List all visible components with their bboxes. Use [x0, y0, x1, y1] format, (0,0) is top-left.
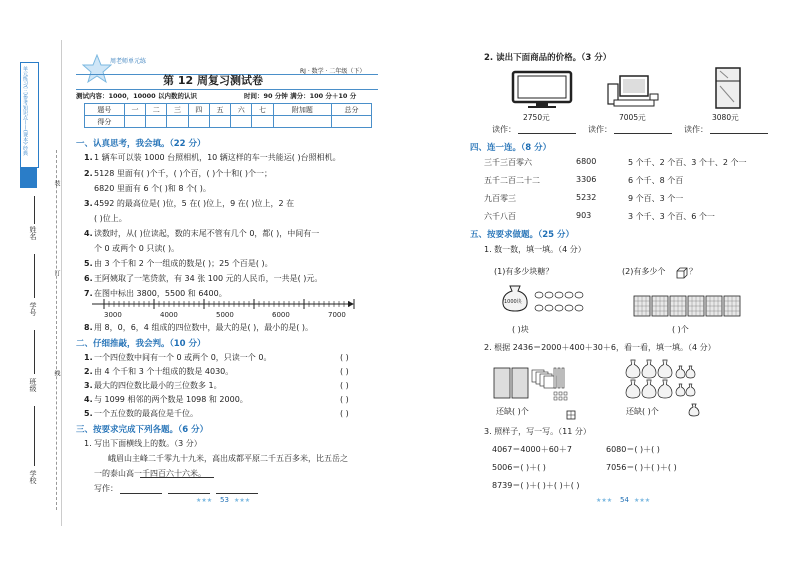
q2-1-text: 一个四位数中间有一个 0 或两个 0，只读一个 0。	[94, 353, 272, 362]
candy-piece	[535, 292, 543, 298]
answer-candy[interactable]: ( )块	[512, 325, 529, 334]
side-note-1: 装	[53, 180, 60, 186]
cube-icon	[676, 264, 688, 276]
score-header: 五	[209, 104, 230, 116]
refrigerator-icon	[714, 66, 742, 110]
q2-5-num: 5.	[84, 409, 93, 418]
match-right[interactable]: 6 个千、8 个百	[628, 176, 684, 185]
number-line-label: 3000	[104, 311, 122, 319]
page-title: 第 12 周复习测试卷	[163, 74, 263, 87]
number-line-label: 7000	[328, 311, 346, 319]
score-header: 附加题	[273, 104, 331, 116]
candy-piece	[535, 305, 543, 311]
class-line	[34, 330, 35, 374]
write-answer-1[interactable]	[120, 493, 162, 494]
score-row	[85, 116, 372, 128]
judge-answer[interactable]: ( )	[340, 381, 349, 390]
score-header: 一	[124, 104, 145, 116]
cube-blocks-icon	[632, 294, 744, 318]
candy-piece	[555, 305, 563, 311]
thousand-cube	[512, 368, 528, 398]
passage-underline	[140, 477, 214, 478]
bag-label: 1000块	[504, 299, 522, 305]
q3-passage-1: 峨眉山主峰二千零九十九米，高出成都平原二千五百多米，比五岳之	[108, 454, 348, 463]
q1-1-text: 1 辆车可以装 1000 台照相机，10 辆这样的车一共能运( )台照相机。	[94, 153, 341, 162]
q2-2-num: 2.	[84, 367, 93, 376]
small-square-icon	[566, 405, 576, 415]
fridge-price: 3080元	[712, 113, 739, 122]
test-content: 测试内容：1000，10000 以内数的认识	[76, 92, 197, 100]
candy-piece	[565, 292, 573, 298]
q2-4-text: 与 1099 相邻的两个数是 1098 和 2000。	[94, 395, 248, 404]
judge-answer[interactable]: ( )	[340, 409, 349, 418]
score-header: 六	[231, 104, 252, 116]
side-label-id: 学号	[29, 302, 37, 316]
read-label: 读作：	[684, 125, 708, 134]
score-cell[interactable]	[209, 116, 230, 128]
q1-3-text-cont: ( )位上。	[94, 214, 127, 223]
side-note-2: 订	[53, 270, 60, 276]
read-label: 读作：	[492, 125, 516, 134]
match-left[interactable]: 五千二百二十二	[484, 176, 540, 185]
match-left[interactable]: 三千三百零六	[484, 158, 532, 167]
q1-5-num: 5.	[84, 259, 93, 268]
read-answer-3[interactable]	[710, 133, 768, 134]
money-bag	[642, 360, 656, 378]
eq-blank[interactable]: 6080＝( )＋( )	[606, 445, 660, 454]
q1-1-num: 1.	[84, 153, 93, 162]
score-header: 三	[167, 104, 188, 116]
binding-note: 单元练习(三)参考知识点——(课本)·经典	[22, 66, 28, 156]
q2-4-num: 4.	[84, 395, 93, 404]
q2-3-num: 3.	[84, 381, 93, 390]
ten-rod	[558, 368, 560, 388]
q1-3-num: 3.	[84, 199, 93, 208]
candy-piece	[545, 305, 553, 311]
q1-7-num: 7.	[84, 289, 93, 298]
section-3-heading: 三、按要求完成下列各题。（6 分）	[76, 425, 209, 435]
page-number-right: 54	[620, 496, 629, 504]
eq-blank[interactable]: 5006＝( )＋( )	[492, 463, 546, 472]
binding-tag	[20, 168, 37, 188]
base-ten-blocks-icon	[492, 362, 574, 404]
school-line	[34, 406, 35, 466]
computer-icon	[606, 74, 660, 108]
number-line-label: 6000	[272, 311, 290, 319]
money-bag	[686, 366, 695, 378]
score-cell[interactable]	[252, 116, 273, 128]
q5-1a: (1)有多少块糖？	[494, 267, 554, 276]
q5-1-heading: 1. 数一数，填一填。（4 分）	[484, 245, 586, 254]
q2-2-text: 由 4 个千和 3 个十组成的数是 4030。	[94, 367, 234, 376]
q1-6-text: 王阿姨取了一笔贷款，有 34 张 100 元的人民币，一共是( )元。	[94, 274, 323, 283]
match-mid[interactable]: 5232	[576, 193, 597, 202]
match-mid[interactable]: 6800	[576, 157, 597, 166]
money-bag	[658, 360, 672, 378]
read-answer-2[interactable]	[614, 133, 672, 134]
score-header: 题号	[85, 104, 125, 116]
score-header: 七	[252, 104, 273, 116]
side-label-name: 姓名	[29, 226, 37, 240]
score-header: 二	[146, 104, 167, 116]
name-line	[34, 196, 35, 224]
q1-7-text: 在图中标出 3800，5500 和 6400。	[94, 289, 227, 298]
q1-3-text: 4592 的最高位是( )位，5 在( )位上，9 在( )位上，2 在	[94, 199, 295, 208]
q5-2a[interactable]: 还缺( )个	[496, 407, 529, 416]
ten-rod	[554, 368, 556, 388]
q1-4-text: 读数时，从( )位读起，数的末尾不管有几个 0，都( )，中间有一	[94, 229, 320, 238]
read-answer-1[interactable]	[518, 133, 576, 134]
write-answer-2[interactable]	[168, 493, 210, 494]
id-line	[34, 254, 35, 298]
candy-piece	[575, 292, 583, 298]
score-cell[interactable]	[146, 116, 167, 128]
side-label-school: 学校	[29, 470, 37, 484]
eq-blank[interactable]: 7056＝( )＋( )＋( )	[606, 463, 677, 472]
q2-1-num: 1.	[84, 353, 93, 362]
number-line-label: 5000	[216, 311, 234, 319]
candy-piece	[575, 305, 583, 311]
unit-cube	[564, 397, 567, 400]
section-5-heading: 五、按要求做题。（25 分）	[470, 230, 575, 240]
unit-cube	[559, 397, 562, 400]
unit-cube	[559, 392, 562, 395]
match-right[interactable]: 5 个千、2 个百、3 个十、2 个一	[628, 158, 747, 167]
q2-5-text: 一个五位数的最高位是千位。	[94, 409, 198, 418]
thousand-cube	[494, 368, 510, 398]
unit-cube	[554, 392, 557, 395]
header-right: RJ · 数学 · 二年级（下）	[300, 68, 366, 75]
time-score: 时间：90 分钟 满分：100 分＋10 分	[244, 92, 357, 100]
star-decoration: ★★★	[634, 497, 651, 504]
match-left[interactable]: 九百零三	[484, 194, 516, 203]
tv-price: 2750元	[523, 113, 550, 122]
money-bag	[626, 360, 640, 378]
binding-dashed-line	[56, 150, 57, 510]
section-2-heading: 二、仔细推敲，我会判。（10 分）	[76, 339, 206, 349]
match-mid[interactable]: 903	[576, 211, 592, 220]
score-header-row	[85, 104, 372, 116]
match-right[interactable]: 3 个千、3 个百、6 个一	[628, 212, 715, 221]
computer-price: 7005元	[619, 113, 646, 122]
score-header: 总分	[332, 104, 372, 116]
q1-2-text-cont: 6820 里面有 6 个( )和 8 个( )。	[94, 184, 211, 193]
write-answer-3[interactable]	[216, 493, 258, 494]
small-bag-icon	[688, 402, 700, 416]
ten-rod	[562, 368, 564, 388]
judge-answer[interactable]: ( )	[340, 395, 349, 404]
q1-8-num: 8.	[84, 323, 93, 332]
judge-answer[interactable]: ( )	[340, 353, 349, 362]
score-row-label: 得分	[85, 116, 125, 128]
television-icon	[510, 70, 574, 110]
score-table	[84, 103, 372, 128]
q1-8-text: 用 8，0，6，4 组成的四位数中，最大的是( )，最小的是( )。	[94, 323, 314, 332]
q5-2b[interactable]: 还缺( )个	[626, 407, 659, 416]
write-label: 写作：	[94, 484, 118, 493]
page-number-left: 53	[220, 496, 229, 504]
match-right[interactable]: 9 个百、3 个一	[628, 194, 684, 203]
judge-answer[interactable]: ( )	[340, 367, 349, 376]
money-bag	[676, 366, 685, 378]
question-mark: ？	[689, 267, 697, 276]
candy-piece	[565, 305, 573, 311]
q1-6-num: 6.	[84, 274, 93, 283]
star-decoration: ★★★	[234, 497, 251, 504]
candy-piece	[545, 292, 553, 298]
score-header: 四	[188, 104, 209, 116]
q3-1-heading: 1. 写出下面横线上的数。（3 分）	[84, 439, 202, 448]
series-label: 周老师单元练	[110, 58, 147, 65]
price-question: 2. 读出下面商品的价格。（3 分）	[484, 53, 612, 63]
money-bag	[658, 380, 672, 398]
q3-passage-2: 一的泰山高一千四百六十六米。	[94, 469, 206, 478]
score-cell[interactable]	[167, 116, 188, 128]
q1-2-text: 5128 里面有( )个千，( )个百，( )个十和( )个一；	[94, 169, 273, 178]
unit-cube	[564, 392, 567, 395]
side-note-3: 线	[53, 370, 60, 376]
q5-2-heading: 2. 根据 2436＝2000＋400＋30＋6，看一看，填一填。（4 分）	[484, 343, 716, 352]
score-cell[interactable]	[188, 116, 209, 128]
side-label-class: 班级	[29, 378, 37, 392]
q1-5-text: 由 3 个千和 2 个一组成的数是( )；25 个百是( )。	[94, 259, 273, 268]
answer-cubes[interactable]: ( )个	[672, 325, 689, 334]
money-bags-icon	[622, 358, 702, 402]
candy-piece	[555, 292, 563, 298]
score-cell[interactable]	[273, 116, 331, 128]
star-decoration: ★★★	[596, 497, 613, 504]
read-label: 读作：	[588, 125, 612, 134]
number-line-label: 4000	[160, 311, 178, 319]
score-cell[interactable]	[231, 116, 252, 128]
money-bag	[676, 384, 685, 396]
candy-pieces-icon	[533, 288, 587, 316]
q5-1b: (2)有多少个	[622, 267, 666, 276]
q2-3-text: 最大的四位数比最小的三位数多 1。	[94, 381, 222, 390]
match-left[interactable]: 六千八百	[484, 212, 516, 221]
score-cell[interactable]	[332, 116, 372, 128]
q1-4-num: 4.	[84, 229, 93, 238]
money-bag	[642, 380, 656, 398]
unit-cube	[554, 397, 557, 400]
star-decoration: ★★★	[196, 497, 213, 504]
eq-example: 4067＝4000＋60＋7	[492, 445, 572, 454]
section-4-heading: 四、连一连。（8 分）	[470, 143, 552, 153]
eq-blank[interactable]: 8739＝( )＋( )＋( )＋( )	[492, 481, 580, 490]
q1-4-text-cont: 个 0 或两个 0 只读( )。	[94, 244, 180, 253]
money-bag	[626, 380, 640, 398]
match-mid[interactable]: 3306	[576, 175, 597, 184]
money-bag	[686, 384, 695, 396]
q5-3-heading: 3. 照样子，写一写。（11 分）	[484, 427, 591, 436]
q1-2-num: 2.	[84, 169, 93, 178]
section-1-heading: 一、认真思考，我会填。（22 分）	[76, 139, 206, 149]
score-cell[interactable]	[124, 116, 145, 128]
